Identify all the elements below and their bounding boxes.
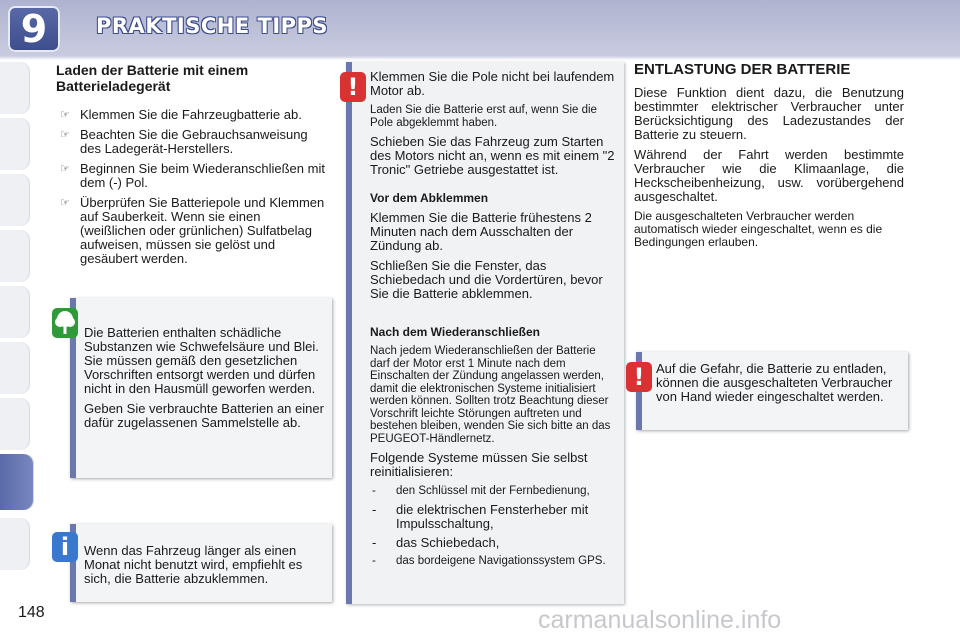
- chapter-tab[interactable]: [0, 230, 30, 282]
- right-column: [634, 62, 904, 249]
- hand-pointer-icon: ☞: [60, 109, 70, 121]
- discharge-warning-note: [636, 352, 908, 430]
- warning-text: Nach jedem Wiederanschließen der Batterie darf der Motor erst 1 Minute nach dem Einschalten der Zündung angelassen werden, damit die elektronischen Systeme initialisiert werden können. Sollten trotz Beachtung dieser Vorschrift leichte Störungen auftreten und bestehen bleiben, wenden Sie sich bitte an das PEUGEOT-Händlernetz.: [370, 345, 611, 445]
- chapter-tab[interactable]: [0, 118, 30, 170]
- chapter-tab[interactable]: [0, 518, 30, 570]
- list-item: ☞ Klemmen Sie die Fahrzeugbatterie ab.: [60, 107, 302, 122]
- paragraph: Während der Fahrt werden bestimmte Verbraucher wie die Klimaanlage, die Heckscheibenheizung, usw. vorübergehend ausgeschaltet.: [634, 147, 904, 204]
- page-number: 148: [18, 604, 45, 621]
- warning-text: Folgende Systeme müssen Sie selbst reinitialisieren:: [370, 450, 588, 479]
- paragraph: Die ausgeschalteten Verbraucher werden automatisch wieder eingeschaltet, wenn es die Bedingungen erlauben.: [634, 209, 883, 249]
- chapter-tab[interactable]: [0, 398, 30, 450]
- warning-panel: [346, 62, 624, 604]
- warning-text: Klemmen Sie die Pole nicht bei laufendem Motor ab.: [370, 69, 615, 98]
- hand-pointer-icon: ☞: [60, 129, 70, 141]
- warning-icon: !: [626, 362, 652, 392]
- info-note-text: Wenn das Fahrzeug länger als einen Monat nicht benutzt wird, empfiehlt es sich, die Batterie abzuklemmen.: [84, 543, 303, 586]
- charging-steps: [56, 108, 326, 266]
- info-icon: i: [52, 532, 78, 562]
- warning-text: Schließen Sie die Fenster, das Schiebedach und die Vordertüren, bevor Sie die Batterie abklemmen.: [370, 258, 603, 301]
- environment-note-text-2: Geben Sie verbrauchte Batterien an einer dafür zugelassenen Sammelstelle ab.: [84, 401, 324, 430]
- watermark: carmanualsonline.info: [538, 606, 782, 634]
- paragraph: Diese Funktion dient dazu, die Benutzung bestimmter elektrischer Verbraucher unter Berücksichtigung des Ladezustandes der Batterie zu steuern.: [634, 85, 904, 142]
- info-note: [70, 524, 332, 602]
- chapter-number: 9: [8, 6, 60, 52]
- chapter-tab[interactable]: [0, 342, 30, 394]
- left-column: [56, 62, 326, 272]
- warning-text: Schieben Sie das Fahrzeug zum Starten des Motors nicht an, wenn es mit einem "2 Tronic" Getriebe ausgestattet ist.: [370, 134, 615, 177]
- section-title-charging: Laden der Batterie mit einem Batterieladegerät: [56, 62, 249, 94]
- list-item: ☞ Beachten Sie die Gebrauchsanweisung des Ladegerät-Herstellers.: [60, 127, 308, 156]
- hand-pointer-icon: ☞: [60, 163, 70, 175]
- list-item: - das bordeigene Navigationssystem GPS.: [372, 554, 606, 567]
- chapter-tab[interactable]: [0, 174, 30, 226]
- warning-text: Klemmen Sie die Batterie frühestens 2 Minuten nach dem Ausschalten der Zündung ab.: [370, 210, 592, 253]
- hand-pointer-icon: ☞: [60, 197, 70, 209]
- list-item: - das Schiebedach,: [372, 534, 500, 550]
- discharge-warning-text: Auf die Gefahr, die Batterie zu entladen, können die ausgeschalteten Verbraucher von Hand wieder eingeschaltet werden.: [656, 361, 893, 404]
- chapter-tabs: [0, 62, 30, 582]
- chapter-tab-active[interactable]: [0, 454, 34, 510]
- column-divider: [624, 64, 625, 602]
- tree-icon: [52, 308, 78, 338]
- list-item: ☞ Beginnen Sie beim Wiederanschließen mit dem (-) Pol.: [60, 161, 325, 190]
- header-fade: [0, 56, 960, 60]
- reinit-list: [370, 485, 616, 567]
- list-item: - die elektrischen Fensterheber mit Impulsschaltung,: [372, 501, 589, 531]
- environment-note: [70, 298, 332, 478]
- section-title-battery-relief: ENTLASTUNG DER BATTERIE: [634, 61, 851, 78]
- subheading-before-disconnect: Vor dem Abklemmen: [370, 191, 489, 205]
- list-item: - den Schlüssel mit der Fernbedienung,: [372, 485, 590, 497]
- page-title: PRAKTISCHE TIPPS: [96, 14, 329, 38]
- environment-note-text: Die Batterien enthalten schädliche Substanzen wie Schwefelsäure und Blei. Sie müssen gemäß den gesetzlichen Vorschriften entsorgt werden und dürfen nicht in den Hausmüll geworfen werden.: [84, 325, 319, 396]
- chapter-tab[interactable]: [0, 62, 30, 114]
- subheading-after-reconnect: Nach dem Wiederanschließen: [370, 325, 540, 339]
- list-item: ☞ Überprüfen Sie Batteriepole und Klemmen auf Sauberkeit. Wenn sie einen (weißlichen oder grünlichen) Sulfatbelag aufweisen, müssen sie gelöst und gesäubert werden.: [60, 195, 325, 266]
- chapter-tab[interactable]: [0, 286, 30, 338]
- warning-text: Laden Sie die Batterie erst auf, wenn Sie die Pole abgeklemmt haben.: [370, 104, 597, 129]
- warning-icon: !: [340, 72, 366, 102]
